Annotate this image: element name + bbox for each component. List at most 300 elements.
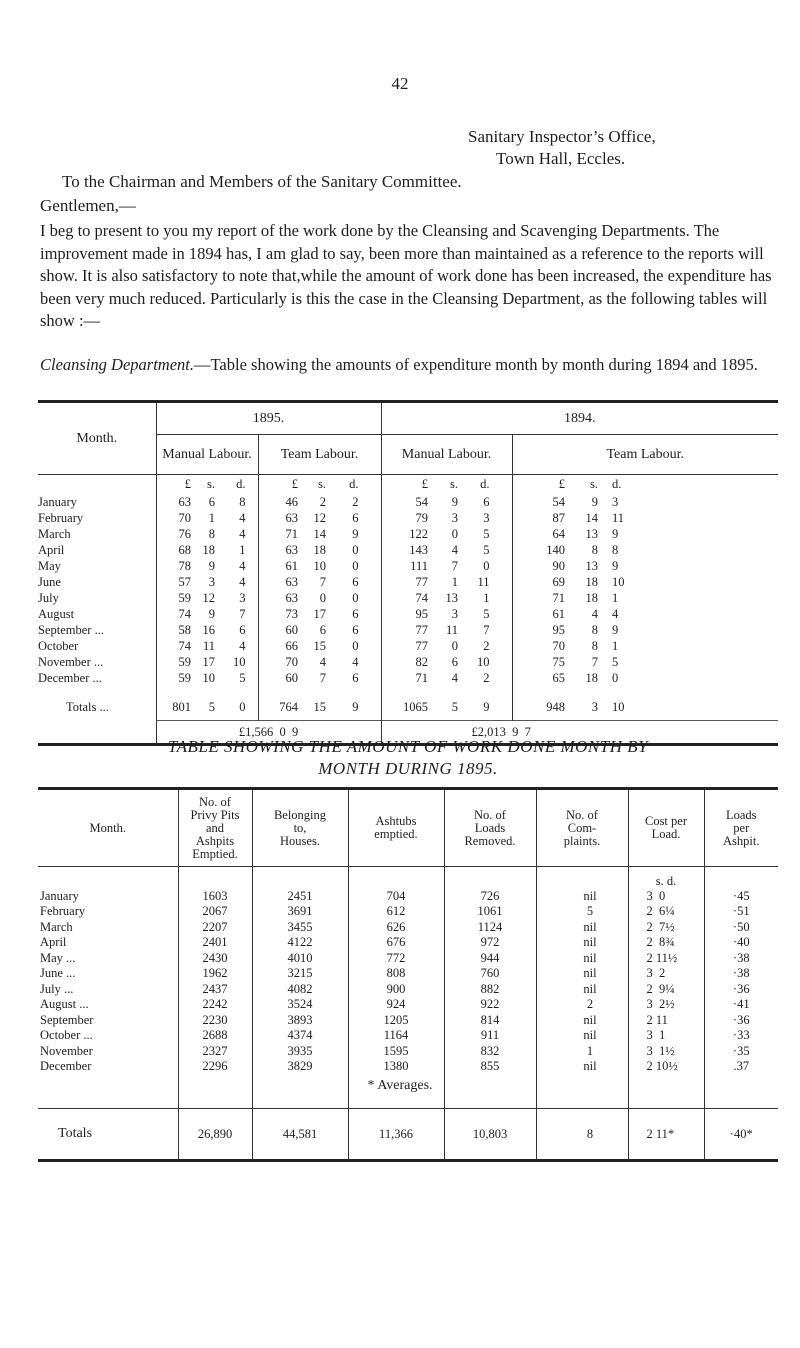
manual-1894-shillings: 9	[451, 495, 458, 509]
cost-cell: 3 2	[628, 966, 704, 982]
team-1894-pence: 8	[612, 543, 619, 557]
unit-pence: d.	[612, 477, 622, 492]
salutation: Gentlemen,—	[40, 196, 136, 215]
loads-cell: 922	[444, 997, 536, 1013]
unit-pounds: £	[291, 477, 298, 492]
team-1894-pence: 3	[612, 495, 619, 509]
expenditure-row	[38, 623, 778, 639]
complaints-cell: nil	[536, 951, 628, 967]
team-1894-pence: 9	[612, 527, 619, 541]
loads-per-ashpit-header: Loads per Ashpit.	[723, 807, 760, 848]
manual-1895-pounds: 76	[178, 527, 191, 541]
work-row	[38, 1044, 778, 1060]
loads-per-ashpit-cell: .37	[733, 1059, 750, 1074]
manual-1894-pounds: 143	[409, 543, 428, 557]
manual-1895-pence: 8	[215, 495, 258, 511]
team-1894-shillings: 8	[591, 639, 598, 653]
month-cell: November	[38, 1044, 178, 1060]
manual-1895-shillings: 3	[208, 575, 215, 589]
team-1895-shillings: 6	[319, 623, 326, 637]
month-header: Month.	[38, 789, 178, 867]
houses-cell: 44,581	[252, 1109, 348, 1161]
ashtubs-cell: 676	[348, 935, 444, 951]
work-row	[38, 1028, 778, 1044]
team-1895-pence: 0	[326, 559, 381, 575]
loads-removed-header: No. of Loads Removed.	[444, 789, 536, 867]
houses-cell: 3893	[252, 1013, 348, 1029]
team-1895-shillings: 7	[319, 671, 326, 685]
month-cell: March	[38, 920, 178, 936]
loads-cell: 1061	[444, 904, 536, 920]
manual-1895-pence: 7	[215, 607, 258, 623]
loads-per-ashpit-cell: ·41	[732, 997, 750, 1012]
complaints-cell: nil	[536, 889, 628, 905]
manual-1895-pence: 4	[215, 575, 258, 591]
manual-1894-pounds: 77	[415, 623, 428, 637]
houses-cell: 3691	[252, 904, 348, 920]
ashtubs-cell: 1595	[348, 1044, 444, 1060]
loads-per-ashpit-cell: ·36	[732, 981, 750, 996]
team-1895-pounds: 63	[285, 543, 298, 557]
month-cell: March	[38, 527, 156, 543]
team-1894-pence: 9	[612, 623, 619, 637]
year-1895-header: 1895.	[156, 402, 381, 435]
manual-1894-shillings: 11	[445, 623, 458, 637]
total-manual-1894-pence: 9	[458, 695, 512, 721]
team-1894-shillings: 9	[591, 495, 598, 509]
manual-1895-pence: 3	[215, 591, 258, 607]
team-1894-pence: 4	[612, 607, 619, 621]
loads-cell: 911	[444, 1028, 536, 1044]
month-cell: August ...	[38, 997, 178, 1013]
month-cell: April	[38, 935, 178, 951]
work-row	[38, 904, 778, 920]
team-1895-pence: 6	[326, 671, 381, 687]
cost-cell: 2 7½	[628, 920, 704, 936]
team-1895-shillings: 18	[313, 543, 326, 557]
team-1895-pounds: 66	[285, 639, 298, 653]
houses-cell: 4374	[252, 1028, 348, 1044]
month-cell: April	[38, 543, 156, 559]
work-row	[38, 997, 778, 1013]
work-row	[38, 951, 778, 967]
spacer-row	[38, 687, 778, 695]
cost-cell: 2 8¾	[628, 935, 704, 951]
ashtubs-cell: 1380	[348, 1059, 444, 1075]
total-manual-1895-pounds: 801	[172, 699, 191, 714]
unit-pence: d.	[458, 475, 512, 495]
work-row	[38, 1013, 778, 1029]
privy-pits-cell: 2430	[178, 951, 252, 967]
manual-1895-pounds: 58	[178, 623, 191, 637]
unit-shillings: s.	[450, 477, 458, 492]
team-1894-pence: 0	[612, 671, 619, 685]
team-1895-pence: 2	[326, 495, 381, 511]
expenditure-row	[38, 559, 778, 575]
manual-1894-shillings: 3	[451, 511, 458, 525]
cost-cell: 2 11	[628, 1013, 704, 1029]
loads-cell: 972	[444, 935, 536, 951]
manual-1894-shillings: 6	[451, 655, 458, 669]
expenditure-row	[38, 527, 778, 543]
team-1894-shillings: 8	[591, 543, 598, 557]
loads-per-ashpit-cell: ·51	[732, 904, 750, 919]
loads-per-ashpit-cell: ·33	[732, 1028, 750, 1043]
houses-cell: 3935	[252, 1044, 348, 1060]
manual-1895-pence: 1	[215, 543, 258, 559]
manual-1894-shillings: 0	[451, 639, 458, 653]
team-1895-pounds: 60	[285, 623, 298, 637]
cost-cell: 2 9¼	[628, 982, 704, 998]
page-number: 42	[391, 74, 409, 93]
loads-cell: 10,803	[444, 1109, 536, 1161]
manual-1894-shillings: 4	[451, 543, 458, 557]
manual-1895-pence: 4	[215, 527, 258, 543]
cost-cell: 2 10½	[628, 1059, 704, 1075]
team-1895-shillings: 2	[319, 495, 326, 509]
privy-pits-cell: 2401	[178, 935, 252, 951]
cost-cell: 2 11*	[628, 1109, 704, 1161]
section-intro-text: —Table showing the amounts of expenditure month by month during 1894 and 1895.	[194, 355, 758, 374]
manual-1894-pounds: 79	[415, 511, 428, 525]
total-manual-1895-pence: 0	[215, 695, 258, 721]
team-1895-pounds: 46	[285, 495, 298, 509]
team-1895-pence: 0	[326, 543, 381, 559]
expenditure-row	[38, 575, 778, 591]
grand-total-1894: £2,013 9 7	[381, 721, 778, 745]
work-row	[38, 889, 778, 905]
loads-per-ashpit-cell: ·36	[732, 1012, 750, 1027]
month-cell: June ...	[38, 966, 178, 982]
team-1895-pence: 0	[326, 591, 381, 607]
month-cell: October ...	[38, 1028, 178, 1044]
team-1895-shillings: 0	[319, 591, 326, 605]
manual-labour-1895-header: Manual Labour.	[156, 435, 258, 475]
manual-1895-pounds: 68	[178, 543, 191, 557]
unit-pounds: £	[184, 477, 191, 492]
team-1894-pence: 10	[612, 575, 625, 589]
units-row	[38, 867, 778, 889]
team-1895-pence: 6	[326, 623, 381, 639]
ashtubs-emptied-header: Ashtubs emptied.	[348, 789, 444, 867]
manual-1894-shillings: 4	[451, 671, 458, 685]
section-title: Cleansing Department.	[40, 355, 194, 374]
expenditure-row	[38, 511, 778, 527]
manual-1895-pence: 5	[215, 671, 258, 687]
manual-1895-shillings: 11	[202, 639, 215, 653]
unit-pence: d.	[326, 475, 381, 495]
team-1895-shillings: 14	[313, 527, 326, 541]
paragraph-text: I beg to present to you my report of the work done by the Cleansing and Scavenging Departments. The improvement made in 1894 has, I am glad to say, been more than maintained as a reference to the reports will show. It is also satisfactory to note that,while the amount of work done has been increased, the expenditure has been very much reduced. Particularly is this the case in the Cleansing Department, as the following tables will show :—	[40, 221, 772, 330]
houses-cell: 4122	[252, 935, 348, 951]
totals-row	[38, 1109, 778, 1161]
manual-1894-pounds: 111	[410, 559, 428, 573]
privy-pits-cell: 2327	[178, 1044, 252, 1060]
manual-1894-pence: 2	[458, 671, 512, 687]
privy-pits-cell: 2242	[178, 997, 252, 1013]
ashtubs-cell: 1164	[348, 1028, 444, 1044]
manual-1894-shillings: 7	[451, 559, 458, 573]
team-1895-pence: 4	[326, 655, 381, 671]
unit-shillings: s.	[590, 477, 598, 492]
privy-pits-cell: 2230	[178, 1013, 252, 1029]
unit-pence: d.	[215, 475, 258, 495]
expenditure-row	[38, 591, 778, 607]
manual-1895-pounds: 74	[178, 607, 191, 621]
month-cell: January	[38, 889, 178, 905]
privy-pits-cell: 1603	[178, 889, 252, 905]
month-cell: February	[38, 904, 178, 920]
addressee: To the Chairman and Members of the Sanitary Committee.	[62, 172, 462, 191]
manual-1895-pence: 6	[215, 623, 258, 639]
month-cell: February	[38, 511, 156, 527]
team-1894-pounds: 65	[552, 671, 565, 685]
cost-cell: 3 1	[628, 1028, 704, 1044]
complaints-cell: nil	[536, 1013, 628, 1029]
grand-total-1895: £1,566 0 9	[156, 721, 381, 745]
manual-1894-shillings: 13	[445, 591, 458, 605]
work-done-table	[38, 787, 778, 1162]
manual-1895-shillings: 6	[208, 495, 215, 509]
complaints-cell: nil	[536, 920, 628, 936]
expenditure-row	[38, 543, 778, 559]
manual-1895-pounds: 70	[178, 511, 191, 525]
total-manual-1894-pounds: 1065	[403, 699, 428, 714]
manual-1895-shillings: 1	[208, 511, 215, 525]
loads-per-ashpit-cell: ·38	[732, 966, 750, 981]
privy-pits-cell: 2688	[178, 1028, 252, 1044]
manual-1895-pounds: 57	[178, 575, 191, 589]
manual-1894-pence: 7	[458, 623, 512, 639]
manual-1894-pence: 3	[458, 511, 512, 527]
loads-cell: 760	[444, 966, 536, 982]
cost-cell: 2 11½	[628, 951, 704, 967]
complaints-cell: nil	[536, 982, 628, 998]
team-1894-pounds: 140	[546, 543, 565, 557]
team-1895-pounds: 60	[285, 671, 298, 685]
team-1894-shillings: 8	[591, 623, 598, 637]
month-cell: October	[38, 639, 156, 655]
complaints-cell: 1	[536, 1044, 628, 1060]
team-1894-shillings: 13	[585, 559, 598, 573]
expenditure-table	[38, 400, 778, 746]
work-row	[38, 935, 778, 951]
complaints-cell: nil	[536, 1059, 628, 1075]
year-1894-header: 1894.	[381, 402, 778, 435]
manual-1894-pence: 0	[458, 559, 512, 575]
month-cell: December	[38, 1059, 178, 1075]
table2-caption-line-1: TABLE SHOWING THE AMOUNT OF WORK DONE MONTH BY	[167, 737, 649, 756]
complaints-cell: 8	[536, 1109, 628, 1161]
manual-1895-pounds: 59	[178, 671, 191, 685]
address-line-1: Sanitary Inspector’s Office,	[468, 127, 656, 146]
expenditure-table-body	[38, 475, 778, 745]
team-1894-pounds: 70	[552, 639, 565, 653]
team-1895-shillings: 17	[313, 607, 326, 621]
team-labour-1894-header: Team Labour.	[606, 446, 685, 462]
team-1894-pence: 9	[612, 559, 619, 573]
work-row	[38, 966, 778, 982]
expenditure-row	[38, 655, 778, 671]
team-1894-shillings: 18	[585, 591, 598, 605]
manual-1895-pounds: 59	[178, 591, 191, 605]
ashtubs-cell: 704	[348, 889, 444, 905]
loads-cell: 944	[444, 951, 536, 967]
manual-1895-shillings: 9	[208, 559, 215, 573]
loads-cell: 726	[444, 889, 536, 905]
manual-1895-pounds: 59	[178, 655, 191, 669]
section-intro	[40, 354, 780, 377]
complaints-cell: 5	[536, 904, 628, 920]
manual-1894-pence: 5	[458, 607, 512, 623]
team-1894-pounds: 54	[552, 495, 565, 509]
houses-cell: 4010	[252, 951, 348, 967]
manual-1894-pence: 6	[458, 495, 512, 511]
privy-pits-cell: 2296	[178, 1059, 252, 1075]
team-1895-pence: 6	[326, 575, 381, 591]
loads-cell: 882	[444, 982, 536, 998]
team-1894-pounds: 69	[552, 575, 565, 589]
averages-footnote: * Averages.	[367, 1078, 433, 1093]
totals-label: Totals ...	[38, 695, 156, 721]
team-1895-shillings: 15	[313, 639, 326, 653]
month-cell: September	[38, 1013, 178, 1029]
team-1894-pounds: 75	[552, 655, 565, 669]
manual-1894-pounds: 95	[415, 607, 428, 621]
team-1894-pence: 1	[612, 591, 619, 605]
ashtubs-cell: 11,366	[348, 1109, 444, 1161]
cost-per-load-header: Cost per Load.	[628, 789, 704, 867]
total-team-1895-pounds: 764	[279, 699, 298, 714]
expenditure-row	[38, 495, 778, 511]
team-1895-pounds: 70	[285, 655, 298, 669]
manual-1895-pounds: 74	[178, 639, 191, 653]
month-cell: August	[38, 607, 156, 623]
unit-shillings: s.	[318, 477, 326, 492]
cost-cell: 2 6¼	[628, 904, 704, 920]
team-1894-pounds: 71	[552, 591, 565, 605]
letter-address	[468, 126, 656, 170]
privy-pits-cell: 2207	[178, 920, 252, 936]
manual-1895-shillings: 12	[202, 591, 215, 605]
privy-pits-cell: 26,890	[178, 1109, 252, 1161]
work-row	[38, 982, 778, 998]
manual-1895-shillings: 8	[208, 527, 215, 541]
month-cell: December ...	[38, 671, 156, 687]
team-1894-shillings: 14	[585, 511, 598, 525]
team-1895-pounds: 61	[285, 559, 298, 573]
complaints-cell: nil	[536, 966, 628, 982]
month-cell: June	[38, 575, 156, 591]
unit-shillings: s.	[207, 477, 215, 492]
total-team-1894-pence: 10	[612, 699, 625, 714]
team-1895-pence: 9	[326, 527, 381, 543]
houses-cell: 3829	[252, 1059, 348, 1075]
team-1895-pounds: 73	[285, 607, 298, 621]
expenditure-row	[38, 607, 778, 623]
cost-cell: 3 2½	[628, 997, 704, 1013]
loads-per-ashpit-cell: ·45	[732, 888, 750, 903]
team-1895-shillings: 7	[319, 575, 326, 589]
manual-1894-pounds: 54	[415, 495, 428, 509]
total-manual-1894-shillings: 5	[451, 699, 458, 714]
team-1895-pence: 0	[326, 639, 381, 655]
work-done-table-body	[38, 867, 778, 1161]
manual-1895-pence: 4	[215, 511, 258, 527]
cost-cell: 3 0	[628, 889, 704, 905]
expenditure-row	[38, 671, 778, 687]
manual-1894-pounds: 77	[415, 639, 428, 653]
expenditure-row	[38, 639, 778, 655]
units-row	[38, 475, 778, 495]
ashtubs-cell: 808	[348, 966, 444, 982]
privy-pits-header: No. of Privy Pits and Ashpits Emptied.	[178, 789, 252, 867]
complaints-header: No. of Com- plaints.	[536, 789, 628, 867]
loads-cell: 832	[444, 1044, 536, 1060]
loads-per-ashpit-cell: ·50	[732, 919, 750, 934]
month-cell: May ...	[38, 951, 178, 967]
team-1894-shillings: 18	[585, 671, 598, 685]
team-1895-pence: 6	[326, 511, 381, 527]
manual-1894-shillings: 1	[451, 575, 458, 589]
privy-pits-cell: 2437	[178, 982, 252, 998]
ashtubs-cell: 612	[348, 904, 444, 920]
team-1895-shillings: 4	[319, 655, 326, 669]
manual-1895-pounds: 63	[178, 495, 191, 509]
team-1895-pounds: 63	[285, 511, 298, 525]
privy-pits-cell: 2067	[178, 904, 252, 920]
total-team-1894-shillings: 3	[591, 699, 598, 714]
team-1894-shillings: 13	[585, 527, 598, 541]
team-1894-pounds: 90	[552, 559, 565, 573]
unit-pounds: £	[421, 477, 428, 492]
month-cell: May	[38, 559, 156, 575]
manual-1895-pence: 10	[215, 655, 258, 671]
manual-1894-pence: 2	[458, 639, 512, 655]
team-1895-pence: 6	[326, 607, 381, 623]
loads-cell: 1124	[444, 920, 536, 936]
houses-cell: 2451	[252, 889, 348, 905]
complaints-cell: 2	[536, 997, 628, 1013]
team-labour-1895-header: Team Labour.	[258, 435, 381, 475]
manual-1895-pence: 4	[215, 559, 258, 575]
manual-1895-pounds: 78	[178, 559, 191, 573]
manual-1894-pence: 10	[458, 655, 512, 671]
total-team-1895-pence: 9	[326, 695, 381, 721]
total-manual-1895-shillings: 5	[208, 699, 215, 714]
month-cell: July ...	[38, 982, 178, 998]
month-cell: November ...	[38, 655, 156, 671]
team-1894-pounds: 64	[552, 527, 565, 541]
complaints-cell: nil	[536, 1028, 628, 1044]
team-1894-shillings: 4	[591, 607, 598, 621]
work-row	[38, 1059, 778, 1075]
team-1894-pence: 1	[612, 639, 619, 653]
month-cell: July	[38, 591, 156, 607]
manual-1894-pence: 5	[458, 527, 512, 543]
cost-cell: 3 1½	[628, 1044, 704, 1060]
unit-pounds: £	[558, 477, 565, 492]
loads-cell: 855	[444, 1059, 536, 1075]
ashtubs-cell: 924	[348, 997, 444, 1013]
manual-1895-shillings: 10	[202, 671, 215, 685]
manual-1895-pence: 4	[215, 639, 258, 655]
loads-per-ashpit-cell: ·40	[732, 935, 750, 950]
manual-1894-pence: 5	[458, 543, 512, 559]
team-1894-shillings: 18	[585, 575, 598, 589]
month-cell: Totals	[38, 1109, 178, 1161]
manual-1895-shillings: 17	[202, 655, 215, 669]
